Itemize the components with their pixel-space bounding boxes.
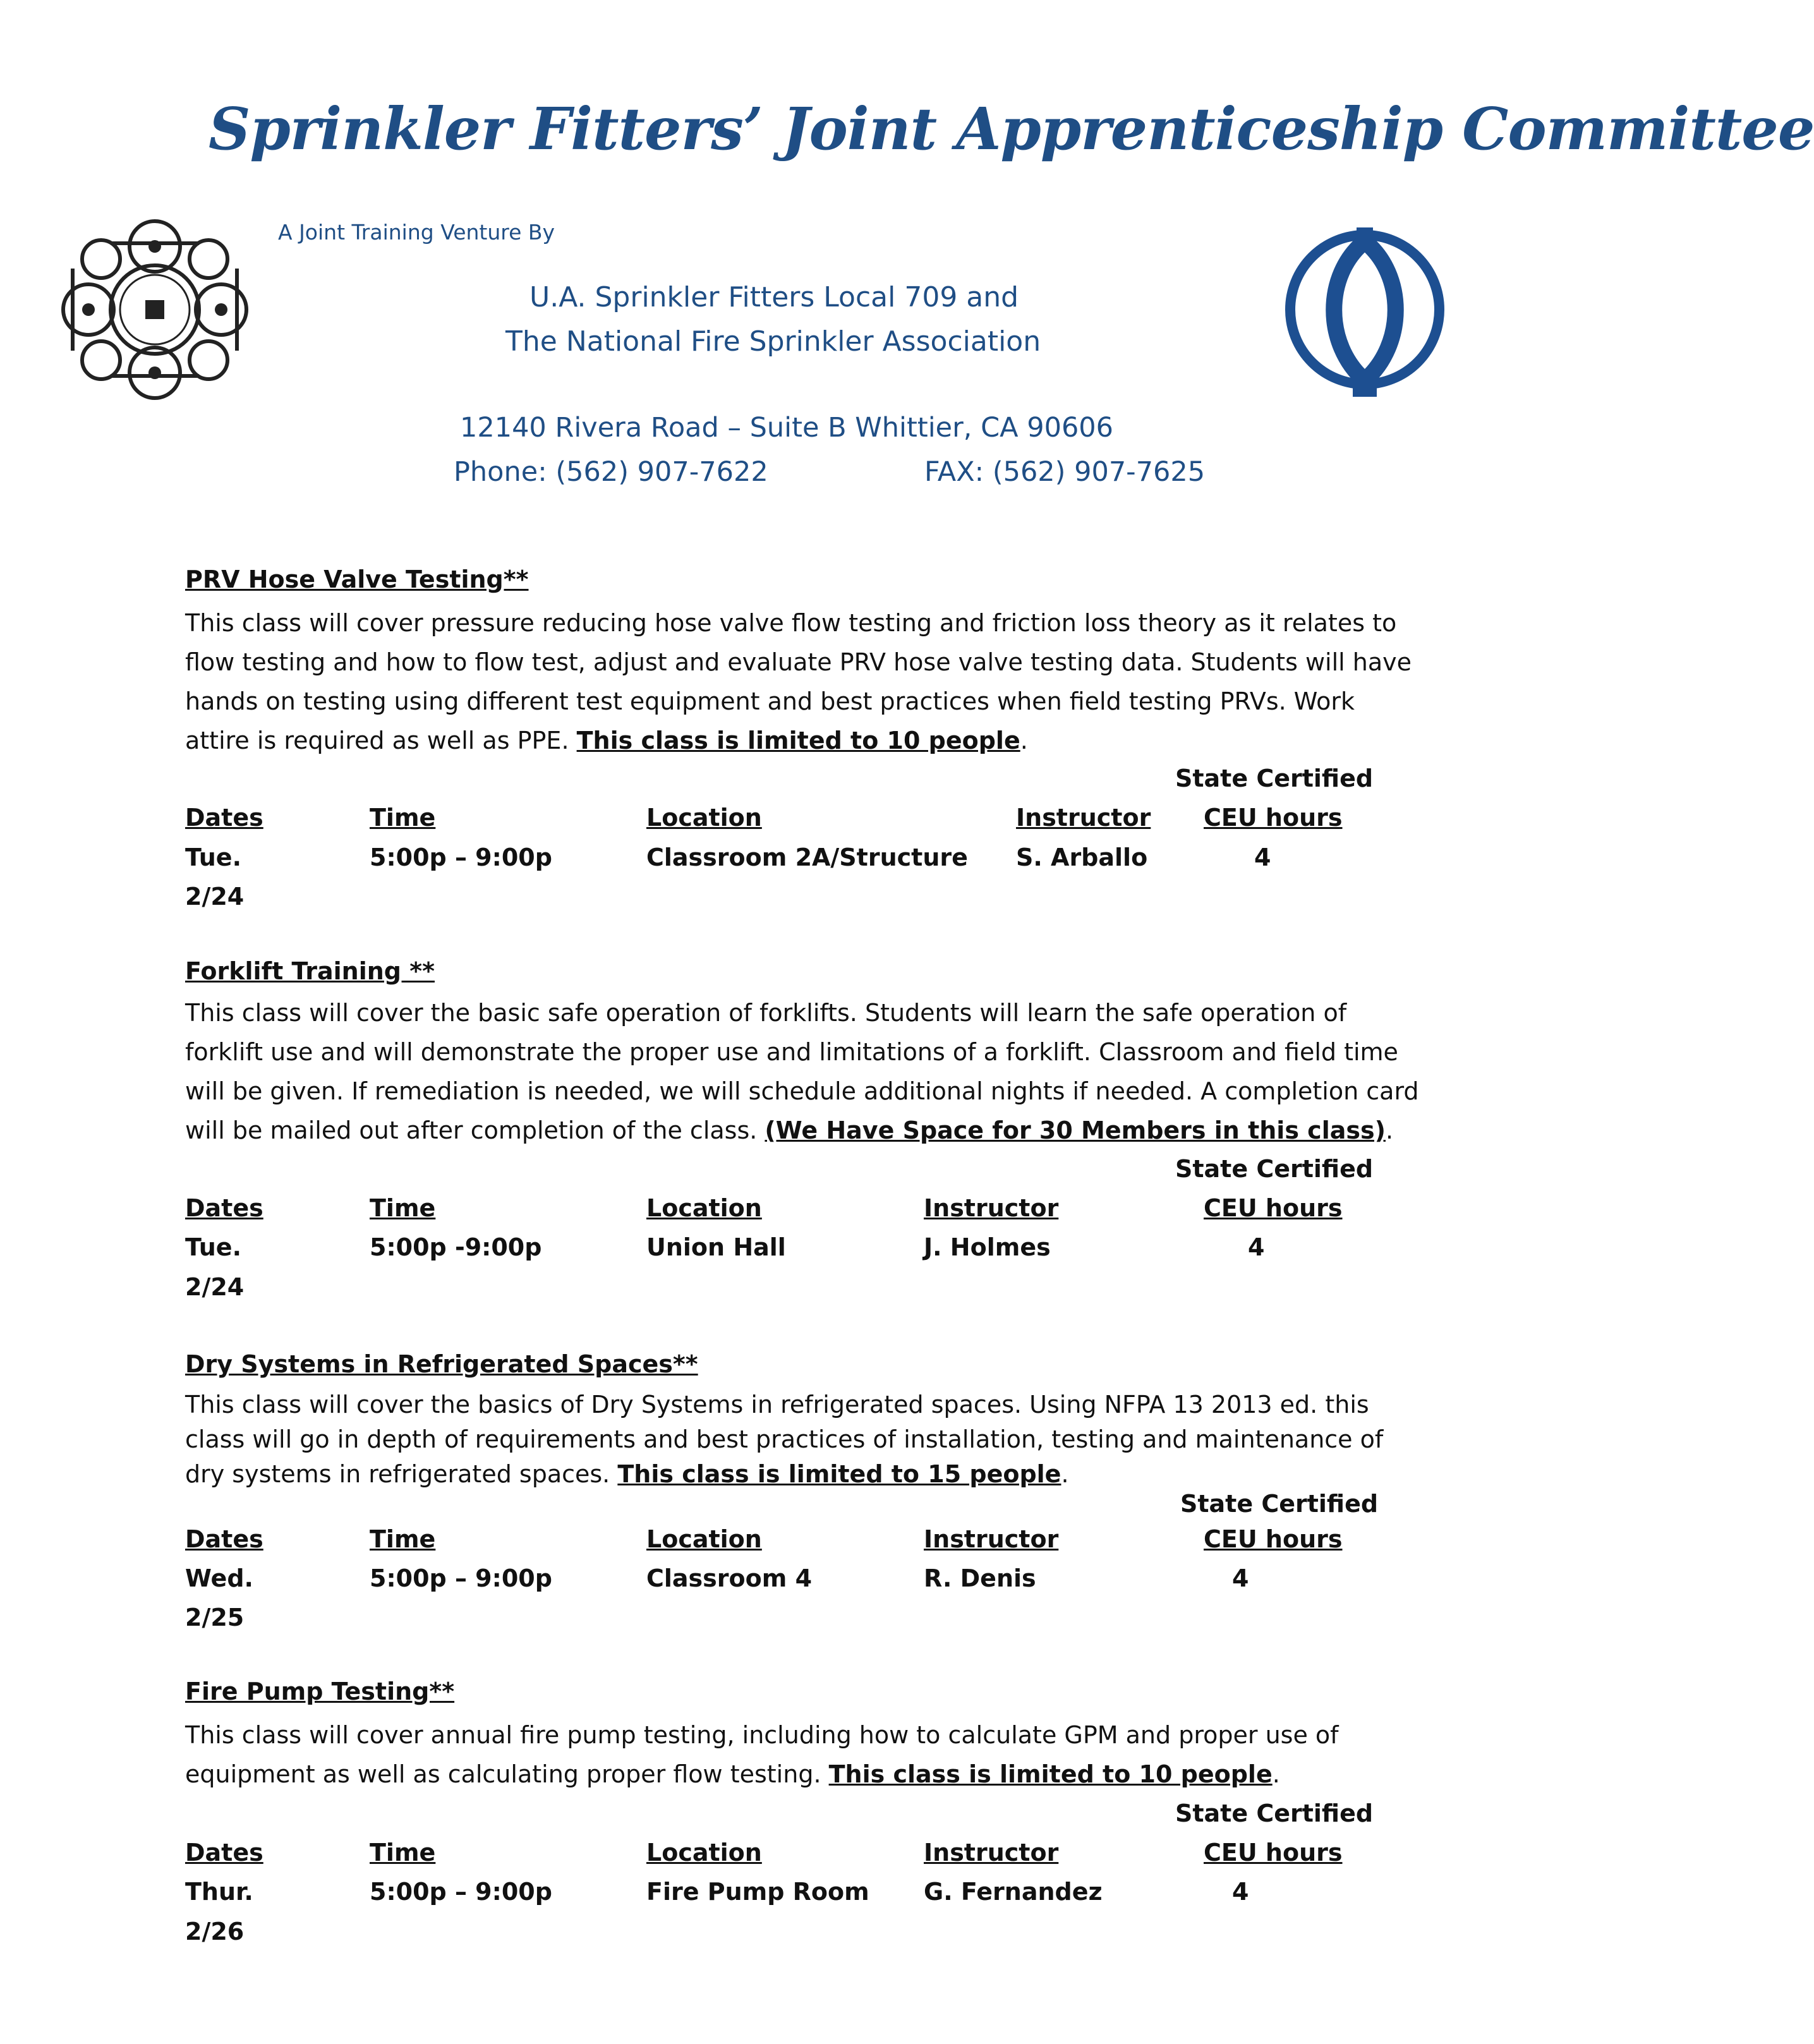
ceu-header: CEU hours [1204, 1525, 1343, 1553]
class-description: This class will cover the basics of Dry Systems in refrigerated spaces. Using NFPA 13 2013 ed. this class will go in depth of requirements and best practices of installation, testing and maintenance of dry systems in refrigerated spaces. This class is limited to 15 people. [185, 1391, 1384, 1488]
class-description: This class will cover annual fire pump testing, including how to calculate GPM and proper use of equipment as well as calculating proper flow testing. This class is limited to 10 people. [185, 1721, 1339, 1788]
location-header: Location [646, 804, 762, 832]
instructor-header: Instructor [924, 1839, 1059, 1866]
class-description: This class will cover the basic safe operation of forklifts. Students will learn the safe operation of forklift use and will demonstrate the proper use and limitations of a forklift. Classroom and field time will be given. If remediation is needed, we will schedule additional nights if needed. A completion card will be mailed out after completion of the class. (We Have Space for 30 Members in this class). [185, 999, 1419, 1144]
time-header: Time [370, 804, 436, 832]
union-seal-logo [54, 218, 256, 401]
dates-header: Dates [185, 804, 263, 832]
class-day: Tue. [185, 1233, 242, 1261]
class-limit: This class is limited to 10 people [576, 727, 1020, 754]
class-location: Classroom 2A/Structure [646, 844, 968, 871]
class-title: Forklift Training ** [185, 957, 435, 985]
class-date: 2/24 [185, 1273, 245, 1301]
org-line-2: The National Fire Sprinkler Association [505, 325, 1041, 358]
class-ceu: 4 [1254, 844, 1271, 871]
class-ceu: 4 [1232, 1564, 1249, 1592]
class-ceu: 4 [1232, 1878, 1249, 1906]
class-day: Thur. [185, 1878, 253, 1906]
ceu-header: CEU hours [1204, 1194, 1343, 1222]
instructor-header: Instructor [1016, 804, 1151, 832]
class-location: Fire Pump Room [646, 1878, 869, 1906]
time-header: Time [370, 1839, 436, 1866]
class-instructor: G. Fernandez [924, 1878, 1103, 1906]
class-title: PRV Hose Valve Testing** [185, 565, 529, 593]
ceu-header: CEU hours [1204, 1839, 1343, 1866]
dates-header: Dates [185, 1194, 263, 1222]
location-header: Location [646, 1839, 762, 1866]
venture-text: A Joint Training Venture By [278, 220, 555, 245]
time-header: Time [370, 1194, 436, 1222]
class-instructor: R. Denis [924, 1564, 1036, 1592]
state-certified-label: State Certified [1175, 1155, 1374, 1183]
class-location: Classroom 4 [646, 1564, 813, 1592]
class-ceu: 4 [1248, 1233, 1265, 1261]
class-day: Wed. [185, 1564, 253, 1592]
class-time: 5:00p -9:00p [370, 1233, 542, 1261]
address: 12140 Rivera Road – Suite B Whittier, CA 90606 [460, 412, 1114, 444]
instructor-header: Instructor [924, 1194, 1059, 1222]
ceu-header: CEU hours [1204, 804, 1343, 832]
class-time: 5:00p – 9:00p [370, 1564, 552, 1592]
class-instructor: S. Arballo [1016, 844, 1148, 871]
dates-header: Dates [185, 1525, 263, 1553]
location-header: Location [646, 1525, 762, 1553]
state-certified-label: State Certified [1175, 765, 1374, 792]
state-certified-label: State Certified [1180, 1490, 1379, 1518]
class-limit: This class is limited to 15 people [617, 1460, 1061, 1488]
class-location: Union Hall [646, 1233, 786, 1261]
dates-header: Dates [185, 1839, 263, 1866]
class-date: 2/26 [185, 1918, 245, 1945]
page-title: Sprinkler Fitters’ Joint Apprenticeship Committee [209, 95, 1814, 163]
class-date: 2/24 [185, 883, 245, 910]
instructor-header: Instructor [924, 1525, 1059, 1553]
phone: Phone: (562) 907-7622 [454, 456, 768, 488]
class-day: Tue. [185, 844, 242, 871]
class-title: Fire Pump Testing** [185, 1678, 455, 1705]
state-certified-label: State Certified [1175, 1799, 1374, 1827]
class-description: This class will cover pressure reducing hose valve flow testing and friction loss theory as it relates to flow testing and how to flow test, adjust and evaluate PRV hose valve testing data. Students will have hands on testing using different test equipment and best practices when field testing PRVs. Work attire is required as well as PPE. This class is limited to 10 people. [185, 609, 1412, 754]
class-limit: This class is limited to 10 people [828, 1760, 1273, 1788]
org-line-1: U.A. Sprinkler Fitters Local 709 and [529, 281, 1019, 313]
class-limit: (We Have Space for 30 Members in this class) [765, 1116, 1386, 1144]
class-title: Dry Systems in Refrigerated Spaces** [185, 1350, 698, 1378]
fax: FAX: (562) 907-7625 [924, 456, 1206, 488]
class-date: 2/25 [185, 1604, 245, 1631]
class-time: 5:00p – 9:00p [370, 1878, 552, 1906]
time-header: Time [370, 1525, 436, 1553]
location-header: Location [646, 1194, 762, 1222]
class-time: 5:00p – 9:00p [370, 844, 552, 871]
class-instructor: J. Holmes [924, 1233, 1051, 1261]
nfsa-logo [1279, 215, 1450, 404]
